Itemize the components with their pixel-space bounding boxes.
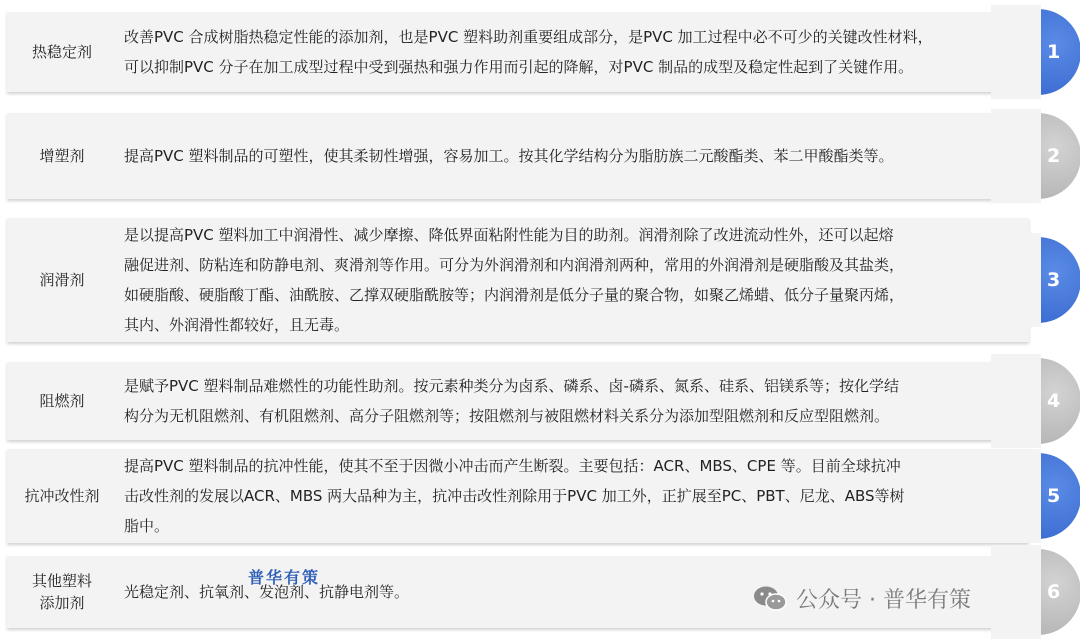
badge-number: 3 — [1047, 269, 1061, 291]
description-line: 改善PVC 合成树脂热稳定性能的添加剂，也是PVC 塑料助剂重要组成部分，是PVC 加工过程中必不可少的关键改性材料， — [124, 28, 933, 46]
description-line: 脂中。 — [124, 517, 170, 535]
number-badge — [995, 113, 1080, 199]
badge-number: 6 — [1047, 581, 1061, 603]
description-line: 击改性剂的发展以ACR、MBS 两大品种为主，抗冲击改性剂除用于PVC 加工外，正扩展至PC、PBT、尼龙、ABS等树 — [124, 487, 905, 505]
number-badge — [995, 358, 1080, 444]
badge-number: 2 — [1047, 145, 1061, 167]
number-badge — [995, 453, 1080, 539]
description-line: 其内、外润滑性都较好，且无毒。 — [124, 316, 350, 334]
row-label: 润滑剂 — [39, 271, 85, 289]
description-line: 如硬脂酸、硬脂酸丁酯、油酰胺、乙撑双硬脂酰胺等；内润滑剂是低分子量的聚合物，如聚乙烯蜡、低分子量聚丙烯， — [124, 286, 905, 304]
description-line: 是以提高PVC 塑料加工中润滑性、减少摩擦、降低界面粘附性能为目的助剂。润滑剂除了改进流动性外，还可以起熔 — [124, 226, 894, 244]
description-line: 提高PVC 塑料制品的可塑性，使其柔韧性增强，容易加工。按其化学结构分为脂肪族二元酸酯类、苯二甲酸酯类等。 — [124, 147, 894, 165]
row-lubricant — [7, 218, 1061, 342]
row-heat-stabilizer — [7, 12, 1061, 92]
description-line: 光稳定剂、抗氧剂、发泡剂、抗静电剂等。 — [124, 583, 410, 601]
description-line: 是赋予PVC 塑料制品难燃性的功能性助剂。按元素种类分为卤系、磷系、卤-磷系、氮系、硅系、铝镁系等；按化学结 — [124, 377, 899, 395]
row-label: 阻燃剂 — [39, 392, 85, 410]
row-description — [124, 218, 904, 342]
wechat-icon — [752, 585, 788, 613]
row-description — [124, 12, 933, 92]
badge-number: 5 — [1047, 485, 1061, 507]
number-badge — [995, 9, 1080, 95]
row-impact-modifier — [7, 449, 1061, 543]
description-line: 提高PVC 塑料制品的抗冲性能，使其不至于因微小冲击而产生断裂。主要包括：ACR、MBS、CPE 等。目前全球抗冲 — [124, 457, 901, 475]
watermark-logo: 普华有策 — [248, 568, 321, 587]
description-line: 融促进剂、防粘连和防静电剂、爽滑剂等作用。可分为外润滑剂和内润滑剂两种，常用的外润滑剂是硬脂酸及其盐类， — [124, 256, 905, 274]
number-badge — [995, 549, 1080, 635]
row-label: 增塑剂 — [39, 147, 85, 165]
row-label: 抗冲改性剂 — [24, 487, 100, 505]
row-description — [124, 113, 894, 199]
row-flame-retardant — [7, 362, 1061, 440]
row-description — [124, 362, 899, 440]
row-label: 热稳定剂 — [31, 43, 92, 61]
number-badge — [995, 237, 1080, 323]
wechat-text: 公众号 · 普华有策 — [796, 588, 971, 613]
row-description — [124, 449, 905, 543]
badge-number: 1 — [1047, 41, 1061, 63]
badge-number: 4 — [1047, 390, 1061, 412]
row-plasticizer — [7, 113, 1061, 199]
wechat-watermark — [752, 583, 971, 614]
row-label: 其他塑料 添加剂 — [31, 572, 92, 612]
description-line: 可以抑制PVC 分子在加工成型过程中受到强热和强力作用而引起的降解，对PVC 制品的成型及稳定性起到了关键作用。 — [124, 58, 914, 76]
description-line: 构分为无机阻燃剂、有机阻燃剂、高分子阻燃剂等；按阻燃剂与被阻燃材料关系分为添加型阻燃剂和反应型阻燃剂。 — [124, 407, 890, 425]
